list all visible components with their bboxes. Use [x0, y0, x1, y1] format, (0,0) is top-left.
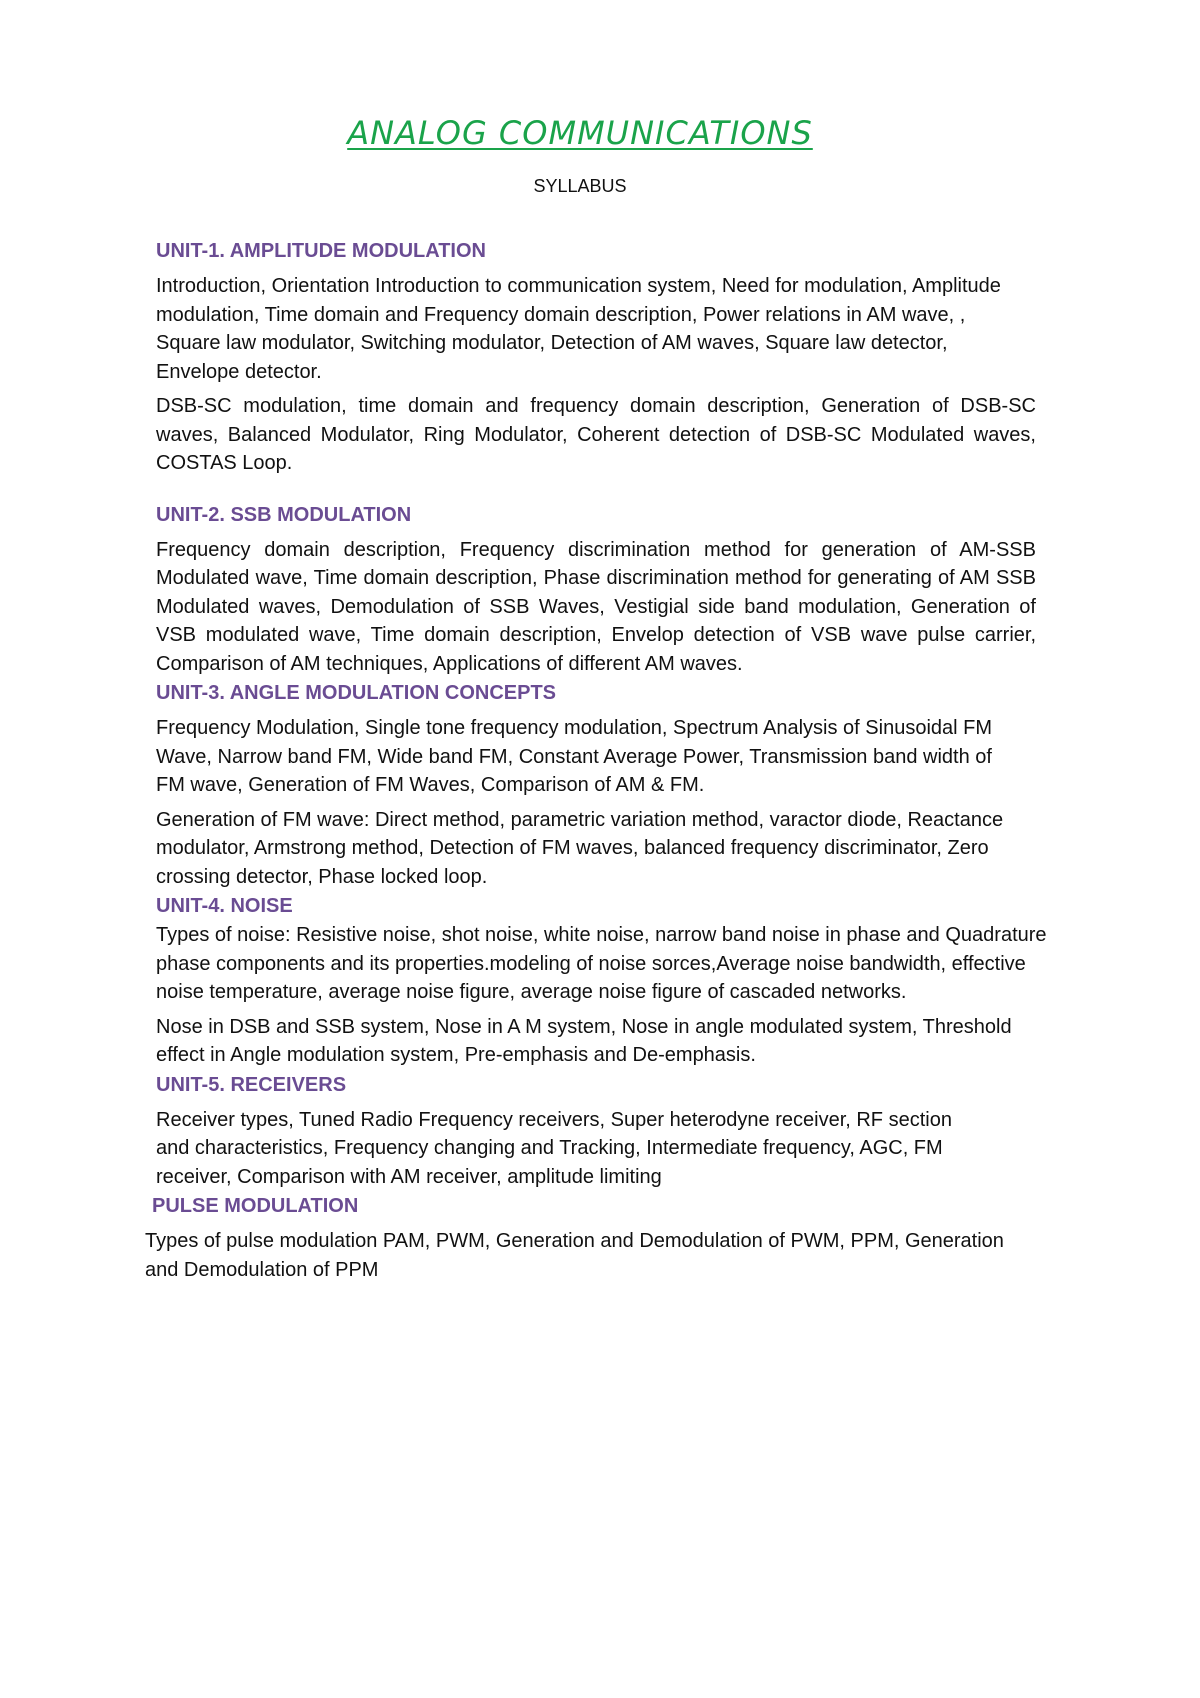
- syllabus-content: [145, 236, 1047, 1284]
- unit-2-section: [156, 500, 1036, 679]
- unit-3-paragraph-2: Generation of FM wave: Direct method, parametric variation method, varactor diode, Reactance modulator, Armstrong method, Detection of FM waves, balanced frequency discriminator, Zero crossing detector, Phase locked loop.: [156, 808, 1004, 888]
- unit-2-heading: UNIT-2. SSB MODULATION: [156, 503, 412, 526]
- unit-4-paragraph-2: Nose in DSB and SSB system, Nose in A M system, Nose in angle modulated system, Threshold effect in Angle modulation system, Pre-emphasis and De-emphasis.: [156, 1015, 1012, 1066]
- unit-3-section: [156, 678, 1036, 891]
- unit-3-paragraph-1: Frequency Modulation, Single tone frequency modulation, Spectrum Analysis of Sinusoidal FM Wave, Narrow band FM, Wide band FM, Constant Average Power, Transmission band width of FM wave, Generation of FM Waves, Comparison of AM & FM.: [156, 717, 993, 796]
- pulse-modulation-heading: PULSE MODULATION: [152, 1195, 359, 1217]
- unit-1-heading: UNIT-1. AMPLITUDE MODULATION: [156, 240, 486, 262]
- pulse-modulation-paragraph-1: Types of pulse modulation PAM, PWM, Generation and Demodulation of PWM, PPM, Generation and Demodulation of PPM: [145, 1230, 1004, 1281]
- unit-5-paragraph-1: Receiver types, Tuned Radio Frequency receivers, Super heterodyne receiver, RF section and characteristics, Frequency changing and Tracking, Intermediate frequency, AGC, FM receiver, Comparison with AM receiver, amplitude limiting: [156, 1108, 952, 1188]
- unit-1-section: [156, 236, 1036, 478]
- unit-1-paragraph-1: Introduction, Orientation Introduction to communication system, Need for modulation, Amplitude modulation, Time domain and Frequency domain description, Power relations in AM wave, , Square law modulator, Switching modulator, Detection of AM waves, Square law detector, Envelope detector.: [156, 275, 1001, 383]
- pulse-modulation-section: [145, 1191, 1036, 1284]
- document-subtitle: SYLLABUS: [533, 176, 627, 196]
- unit-4-paragraph-1: Types of noise: Resistive noise, shot noise, white noise, narrow band noise in phase and Quadrature phase components and its properties.modeling of noise sorces,Average noise bandwidth, effective noise temperature, average noise figure, average noise figure of cascaded networks.: [156, 924, 1047, 1003]
- unit-3-heading: UNIT-3. ANGLE MODULATION CONCEPTS: [156, 682, 556, 704]
- unit-4-section: [156, 891, 1047, 1070]
- document-title: ANALOG COMMUNICATIONS: [347, 114, 813, 152]
- unit-5-section: [156, 1070, 1036, 1192]
- unit-5-heading: UNIT-5. RECEIVERS: [156, 1073, 347, 1096]
- unit-4-heading: UNIT-4. NOISE: [156, 895, 293, 917]
- unit-1-paragraph-2: DSB-SC modulation, time domain and frequency domain description, Generation of DSB-SC waves, Balanced Modulator, Ring Modulator, Coherent detection of DSB-SC Modulated waves, COSTAS Loop.: [156, 395, 1036, 474]
- unit-2-paragraph-1: Frequency domain description, Frequency discrimination method for generation of AM-SSB Modulated wave, Time domain description, Phase discrimination method for generating of AM SSB Modulated waves, Demodulation of SSB Waves, Vestigial side band modulation, Generation of VSB modulated wave, Time domain description, Envelop detection of VSB wave pulse carrier, Comparison of AM techniques, Applications of different AM waves.: [156, 538, 1036, 675]
